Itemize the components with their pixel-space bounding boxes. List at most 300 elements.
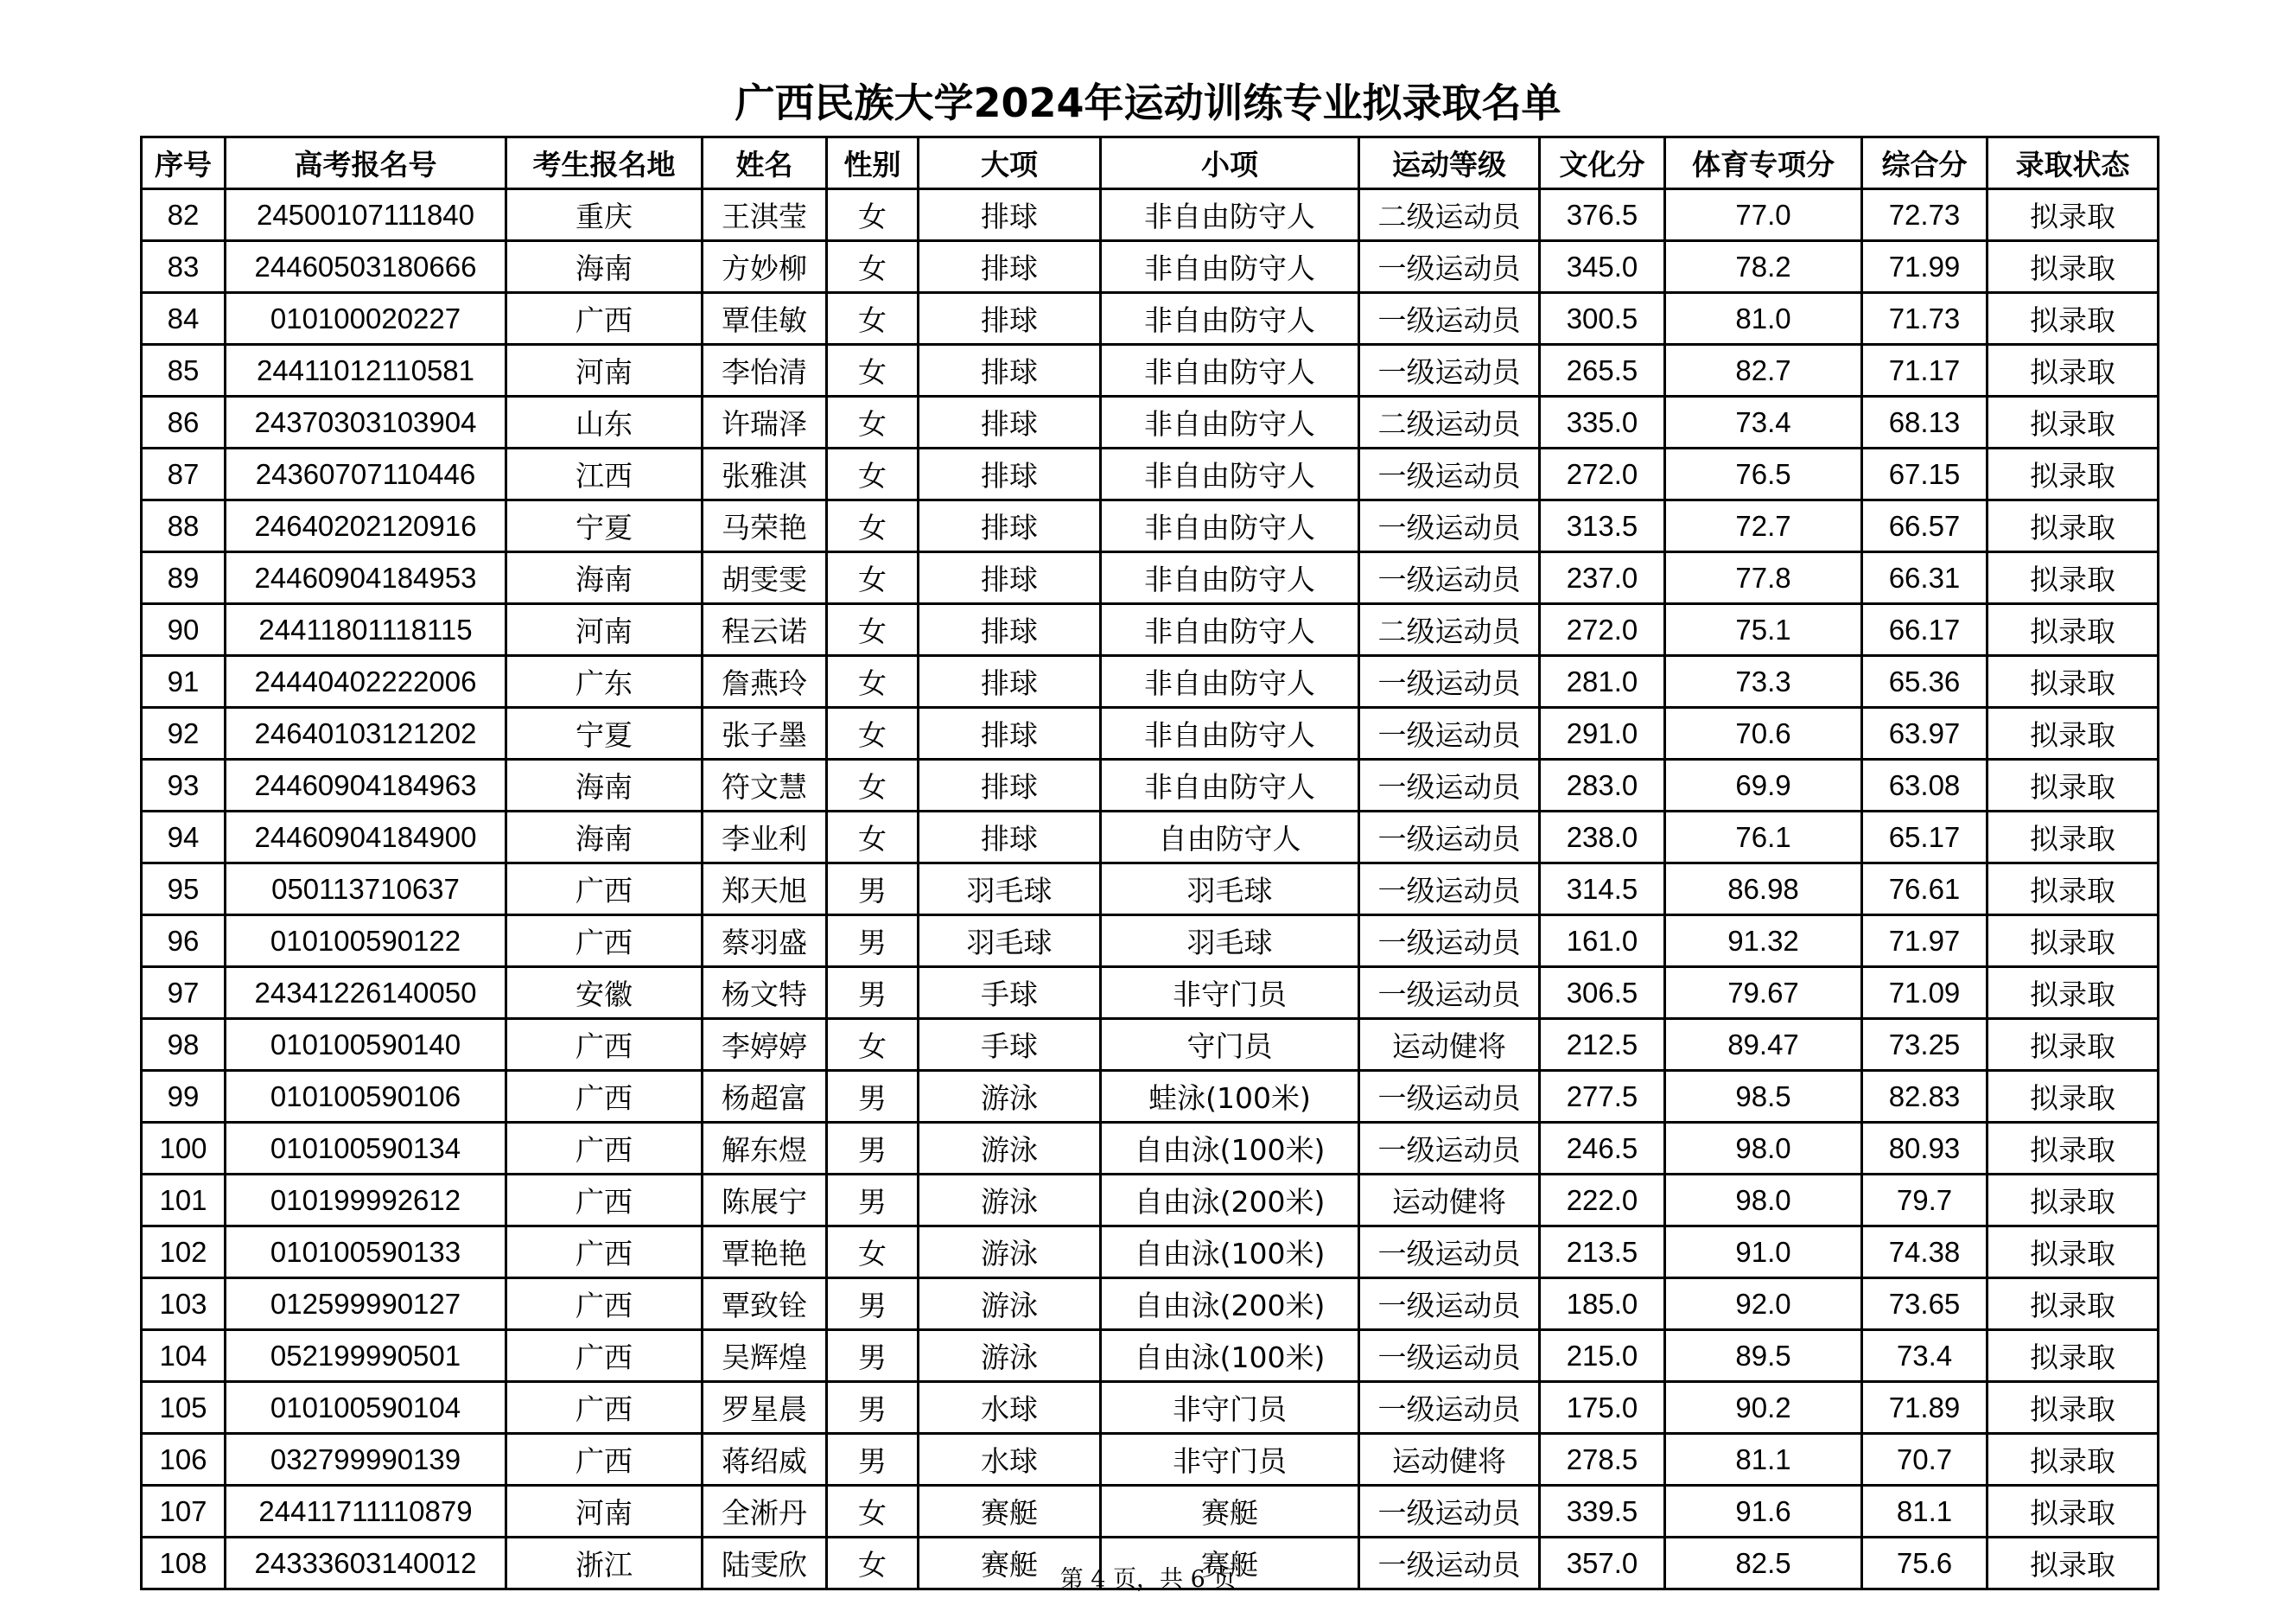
cell-level: 一级运动员 <box>1359 1330 1540 1382</box>
cell-gender: 女 <box>827 1486 919 1538</box>
cell-culture-score: 345.0 <box>1540 241 1665 293</box>
cell-region: 河南 <box>506 604 703 656</box>
table-row <box>142 189 2159 241</box>
table-row <box>142 500 2159 552</box>
cell-culture-score: 212.5 <box>1540 1019 1665 1071</box>
cell-exam-id: 24333603140012 <box>226 1538 506 1589</box>
table-row <box>142 552 2159 604</box>
cell-region: 海南 <box>506 812 703 863</box>
cell-culture-score: 313.5 <box>1540 500 1665 552</box>
cell-region: 海南 <box>506 241 703 293</box>
cell-name: 杨文特 <box>703 967 827 1019</box>
cell-total-score: 71.99 <box>1862 241 1988 293</box>
cell-gender: 女 <box>827 1019 919 1071</box>
cell-event: 羽毛球 <box>1101 863 1359 915</box>
cell-event: 非自由防守人 <box>1101 760 1359 812</box>
cell-culture-score: 306.5 <box>1540 967 1665 1019</box>
cell-exam-id: 032799990139 <box>226 1434 506 1486</box>
cell-sport-score: 81.1 <box>1665 1434 1862 1486</box>
cell-sport: 水球 <box>919 1382 1101 1434</box>
table-row <box>142 397 2159 449</box>
cell-index: 101 <box>142 1175 226 1226</box>
cell-status: 拟录取 <box>1988 345 2159 397</box>
cell-sport-score: 76.1 <box>1665 812 1862 863</box>
cell-event: 自由泳(100米) <box>1101 1330 1359 1382</box>
cell-level: 一级运动员 <box>1359 1486 1540 1538</box>
cell-exam-id: 012599990127 <box>226 1278 506 1330</box>
cell-index: 97 <box>142 967 226 1019</box>
cell-total-score: 71.89 <box>1862 1382 1988 1434</box>
cell-region: 广西 <box>506 1278 703 1330</box>
cell-culture-score: 161.0 <box>1540 915 1665 967</box>
cell-region: 广西 <box>506 1330 703 1382</box>
cell-status: 拟录取 <box>1988 812 2159 863</box>
cell-gender: 女 <box>827 449 919 500</box>
cell-exam-id: 24360707110446 <box>226 449 506 500</box>
cell-culture-score: 175.0 <box>1540 1382 1665 1434</box>
cell-index: 89 <box>142 552 226 604</box>
table-row <box>142 1071 2159 1123</box>
cell-region: 安徽 <box>506 967 703 1019</box>
cell-total-score: 66.31 <box>1862 552 1988 604</box>
cell-culture-score: 339.5 <box>1540 1486 1665 1538</box>
cell-sport: 排球 <box>919 604 1101 656</box>
cell-status: 拟录取 <box>1988 1486 2159 1538</box>
cell-index: 102 <box>142 1226 226 1278</box>
cell-level: 运动健将 <box>1359 1434 1540 1486</box>
table-row <box>142 1019 2159 1071</box>
cell-sport: 羽毛球 <box>919 863 1101 915</box>
cell-gender: 男 <box>827 1175 919 1226</box>
cell-status: 拟录取 <box>1988 293 2159 345</box>
cell-event: 非自由防守人 <box>1101 293 1359 345</box>
cell-exam-id: 24500107111840 <box>226 189 506 241</box>
cell-level: 一级运动员 <box>1359 760 1540 812</box>
cell-name: 詹燕玲 <box>703 656 827 708</box>
cell-sport-score: 72.7 <box>1665 500 1862 552</box>
cell-region: 广西 <box>506 1226 703 1278</box>
header-gender: 性别 <box>827 137 919 189</box>
cell-index: 96 <box>142 915 226 967</box>
cell-event: 自由泳(100米) <box>1101 1226 1359 1278</box>
header-event: 小项 <box>1101 137 1359 189</box>
cell-status: 拟录取 <box>1988 1538 2159 1589</box>
cell-sport: 排球 <box>919 500 1101 552</box>
cell-sport-score: 81.0 <box>1665 293 1862 345</box>
cell-event: 非自由防守人 <box>1101 656 1359 708</box>
cell-sport: 排球 <box>919 760 1101 812</box>
cell-name: 胡雯雯 <box>703 552 827 604</box>
cell-total-score: 79.7 <box>1862 1175 1988 1226</box>
table-row <box>142 863 2159 915</box>
cell-exam-id: 24460904184963 <box>226 760 506 812</box>
cell-total-score: 63.08 <box>1862 760 1988 812</box>
cell-index: 86 <box>142 397 226 449</box>
cell-region: 浙江 <box>506 1538 703 1589</box>
header-level: 运动等级 <box>1359 137 1540 189</box>
cell-level: 一级运动员 <box>1359 967 1540 1019</box>
cell-sport-score: 91.6 <box>1665 1486 1862 1538</box>
cell-exam-id: 24460904184953 <box>226 552 506 604</box>
cell-status: 拟录取 <box>1988 915 2159 967</box>
cell-name: 方妙柳 <box>703 241 827 293</box>
cell-sport-score: 70.6 <box>1665 708 1862 760</box>
cell-name: 罗星晨 <box>703 1382 827 1434</box>
cell-total-score: 73.4 <box>1862 1330 1988 1382</box>
cell-total-score: 81.1 <box>1862 1486 1988 1538</box>
cell-exam-id: 24341226140050 <box>226 967 506 1019</box>
cell-sport-score: 92.0 <box>1665 1278 1862 1330</box>
cell-exam-id: 052199990501 <box>226 1330 506 1382</box>
cell-level: 一级运动员 <box>1359 293 1540 345</box>
cell-status: 拟录取 <box>1988 1382 2159 1434</box>
cell-culture-score: 265.5 <box>1540 345 1665 397</box>
cell-level: 一级运动员 <box>1359 500 1540 552</box>
cell-total-score: 73.25 <box>1862 1019 1988 1071</box>
cell-name: 王淇莹 <box>703 189 827 241</box>
cell-sport: 赛艇 <box>919 1538 1101 1589</box>
cell-index: 82 <box>142 189 226 241</box>
cell-name: 全淅丹 <box>703 1486 827 1538</box>
cell-name: 张子墨 <box>703 708 827 760</box>
cell-status: 拟录取 <box>1988 967 2159 1019</box>
cell-region: 广西 <box>506 1175 703 1226</box>
cell-exam-id: 010100020227 <box>226 293 506 345</box>
cell-region: 广西 <box>506 293 703 345</box>
table-row <box>142 345 2159 397</box>
cell-sport: 游泳 <box>919 1175 1101 1226</box>
cell-status: 拟录取 <box>1988 552 2159 604</box>
cell-sport: 排球 <box>919 656 1101 708</box>
header-sport-score: 体育专项分 <box>1665 137 1862 189</box>
cell-sport-score: 91.0 <box>1665 1226 1862 1278</box>
cell-gender: 女 <box>827 656 919 708</box>
cell-culture-score: 238.0 <box>1540 812 1665 863</box>
cell-exam-id: 24411711110879 <box>226 1486 506 1538</box>
cell-level: 一级运动员 <box>1359 1226 1540 1278</box>
cell-exam-id: 24411801118115 <box>226 604 506 656</box>
cell-gender: 男 <box>827 1434 919 1486</box>
cell-gender: 男 <box>827 1278 919 1330</box>
cell-sport-score: 75.1 <box>1665 604 1862 656</box>
cell-status: 拟录取 <box>1988 1019 2159 1071</box>
cell-status: 拟录取 <box>1988 1071 2159 1123</box>
cell-event: 非自由防守人 <box>1101 241 1359 293</box>
cell-total-score: 71.97 <box>1862 915 1988 967</box>
table-body <box>142 189 2159 1589</box>
cell-gender: 女 <box>827 708 919 760</box>
cell-name: 郑天旭 <box>703 863 827 915</box>
cell-event: 非自由防守人 <box>1101 604 1359 656</box>
table-row <box>142 812 2159 863</box>
cell-level: 一级运动员 <box>1359 1123 1540 1175</box>
cell-sport: 羽毛球 <box>919 915 1101 967</box>
cell-sport: 赛艇 <box>919 1486 1101 1538</box>
cell-sport: 游泳 <box>919 1330 1101 1382</box>
cell-sport: 排球 <box>919 189 1101 241</box>
cell-event: 非自由防守人 <box>1101 397 1359 449</box>
cell-event: 蛙泳(100米) <box>1101 1071 1359 1123</box>
cell-gender: 女 <box>827 1538 919 1589</box>
cell-region: 海南 <box>506 760 703 812</box>
cell-event: 自由防守人 <box>1101 812 1359 863</box>
cell-region: 河南 <box>506 1486 703 1538</box>
table-row <box>142 1434 2159 1486</box>
cell-sport: 排球 <box>919 241 1101 293</box>
header-culture-score: 文化分 <box>1540 137 1665 189</box>
cell-event: 守门员 <box>1101 1019 1359 1071</box>
cell-level: 二级运动员 <box>1359 604 1540 656</box>
cell-sport: 水球 <box>919 1434 1101 1486</box>
cell-total-score: 65.17 <box>1862 812 1988 863</box>
cell-culture-score: 213.5 <box>1540 1226 1665 1278</box>
cell-name: 李怡清 <box>703 345 827 397</box>
cell-event: 非自由防守人 <box>1101 449 1359 500</box>
cell-status: 拟录取 <box>1988 1226 2159 1278</box>
cell-sport: 排球 <box>919 345 1101 397</box>
cell-region: 广西 <box>506 1123 703 1175</box>
cell-status: 拟录取 <box>1988 397 2159 449</box>
cell-gender: 女 <box>827 812 919 863</box>
cell-sport-score: 82.5 <box>1665 1538 1862 1589</box>
cell-culture-score: 222.0 <box>1540 1175 1665 1226</box>
cell-sport-score: 86.98 <box>1665 863 1862 915</box>
header-name: 姓名 <box>703 137 827 189</box>
cell-index: 100 <box>142 1123 226 1175</box>
cell-total-score: 75.6 <box>1862 1538 1988 1589</box>
table-row <box>142 449 2159 500</box>
cell-event: 非自由防守人 <box>1101 552 1359 604</box>
cell-culture-score: 291.0 <box>1540 708 1665 760</box>
page-footer: 第 4 页，共 6 页 <box>1059 1566 1237 1593</box>
cell-sport-score: 77.0 <box>1665 189 1862 241</box>
cell-index: 91 <box>142 656 226 708</box>
cell-total-score: 71.73 <box>1862 293 1988 345</box>
cell-sport-score: 73.3 <box>1665 656 1862 708</box>
cell-index: 104 <box>142 1330 226 1382</box>
cell-status: 拟录取 <box>1988 760 2159 812</box>
cell-sport: 排球 <box>919 449 1101 500</box>
cell-gender: 男 <box>827 1071 919 1123</box>
cell-status: 拟录取 <box>1988 1434 2159 1486</box>
cell-name: 陆雯欣 <box>703 1538 827 1589</box>
cell-exam-id: 24460904184900 <box>226 812 506 863</box>
cell-sport: 游泳 <box>919 1278 1101 1330</box>
cell-exam-id: 010100590134 <box>226 1123 506 1175</box>
cell-gender: 女 <box>827 189 919 241</box>
cell-status: 拟录取 <box>1988 500 2159 552</box>
table-row <box>142 760 2159 812</box>
cell-name: 吴辉煌 <box>703 1330 827 1382</box>
cell-index: 84 <box>142 293 226 345</box>
cell-gender: 男 <box>827 915 919 967</box>
cell-sport-score: 90.2 <box>1665 1382 1862 1434</box>
cell-status: 拟录取 <box>1988 1330 2159 1382</box>
table-row <box>142 656 2159 708</box>
cell-culture-score: 272.0 <box>1540 449 1665 500</box>
cell-total-score: 71.09 <box>1862 967 1988 1019</box>
cell-name: 解东煜 <box>703 1123 827 1175</box>
cell-gender: 男 <box>827 967 919 1019</box>
cell-sport-score: 69.9 <box>1665 760 1862 812</box>
cell-gender: 女 <box>827 345 919 397</box>
cell-sport-score: 98.5 <box>1665 1071 1862 1123</box>
cell-culture-score: 335.0 <box>1540 397 1665 449</box>
cell-event: 非自由防守人 <box>1101 500 1359 552</box>
cell-culture-score: 272.0 <box>1540 604 1665 656</box>
cell-region: 宁夏 <box>506 500 703 552</box>
cell-status: 拟录取 <box>1988 656 2159 708</box>
cell-total-score: 67.15 <box>1862 449 1988 500</box>
cell-culture-score: 185.0 <box>1540 1278 1665 1330</box>
cell-name: 符文慧 <box>703 760 827 812</box>
cell-index: 103 <box>142 1278 226 1330</box>
cell-exam-id: 010100590106 <box>226 1071 506 1123</box>
cell-event: 非守门员 <box>1101 1382 1359 1434</box>
cell-exam-id: 24370303103904 <box>226 397 506 449</box>
table-row <box>142 1382 2159 1434</box>
cell-region: 广东 <box>506 656 703 708</box>
cell-level: 一级运动员 <box>1359 915 1540 967</box>
cell-status: 拟录取 <box>1988 1175 2159 1226</box>
cell-region: 广西 <box>506 915 703 967</box>
cell-index: 99 <box>142 1071 226 1123</box>
cell-name: 张雅淇 <box>703 449 827 500</box>
cell-sport-score: 98.0 <box>1665 1175 1862 1226</box>
cell-exam-id: 24640202120916 <box>226 500 506 552</box>
cell-region: 宁夏 <box>506 708 703 760</box>
header-sport: 大项 <box>919 137 1101 189</box>
cell-status: 拟录取 <box>1988 449 2159 500</box>
cell-exam-id: 050113710637 <box>226 863 506 915</box>
cell-sport-score: 91.32 <box>1665 915 1862 967</box>
cell-exam-id: 24640103121202 <box>226 708 506 760</box>
cell-level: 二级运动员 <box>1359 397 1540 449</box>
cell-sport: 排球 <box>919 397 1101 449</box>
cell-index: 106 <box>142 1434 226 1486</box>
cell-name: 李业利 <box>703 812 827 863</box>
cell-event: 非自由防守人 <box>1101 345 1359 397</box>
cell-sport: 排球 <box>919 812 1101 863</box>
cell-sport-score: 77.8 <box>1665 552 1862 604</box>
table-row <box>142 708 2159 760</box>
cell-gender: 男 <box>827 1382 919 1434</box>
cell-level: 运动健将 <box>1359 1175 1540 1226</box>
cell-culture-score: 281.0 <box>1540 656 1665 708</box>
cell-sport: 排球 <box>919 552 1101 604</box>
cell-index: 107 <box>142 1486 226 1538</box>
cell-index: 95 <box>142 863 226 915</box>
cell-region: 山东 <box>506 397 703 449</box>
cell-status: 拟录取 <box>1988 604 2159 656</box>
cell-culture-score: 277.5 <box>1540 1071 1665 1123</box>
cell-name: 马荣艳 <box>703 500 827 552</box>
cell-index: 87 <box>142 449 226 500</box>
cell-gender: 男 <box>827 1123 919 1175</box>
cell-gender: 女 <box>827 760 919 812</box>
cell-culture-score: 278.5 <box>1540 1434 1665 1486</box>
table-row <box>142 915 2159 967</box>
cell-status: 拟录取 <box>1988 1278 2159 1330</box>
cell-sport-score: 89.47 <box>1665 1019 1862 1071</box>
cell-total-score: 65.36 <box>1862 656 1988 708</box>
cell-exam-id: 24411012110581 <box>226 345 506 397</box>
cell-region: 广西 <box>506 1019 703 1071</box>
table-row <box>142 1278 2159 1330</box>
header-exam-id: 高考报名号 <box>226 137 506 189</box>
cell-name: 覃致铨 <box>703 1278 827 1330</box>
table-row <box>142 293 2159 345</box>
cell-level: 运动健将 <box>1359 1019 1540 1071</box>
header-status: 录取状态 <box>1988 137 2159 189</box>
cell-exam-id: 010100590104 <box>226 1382 506 1434</box>
cell-name: 陈展宁 <box>703 1175 827 1226</box>
cell-exam-id: 24440402222006 <box>226 656 506 708</box>
cell-culture-score: 357.0 <box>1540 1538 1665 1589</box>
cell-event: 非自由防守人 <box>1101 189 1359 241</box>
cell-culture-score: 314.5 <box>1540 863 1665 915</box>
table-row <box>142 1226 2159 1278</box>
cell-status: 拟录取 <box>1988 241 2159 293</box>
cell-event: 赛艇 <box>1101 1486 1359 1538</box>
cell-name: 杨超富 <box>703 1071 827 1123</box>
cell-culture-score: 215.0 <box>1540 1330 1665 1382</box>
cell-culture-score: 300.5 <box>1540 293 1665 345</box>
cell-region: 广西 <box>506 863 703 915</box>
cell-level: 一级运动员 <box>1359 552 1540 604</box>
cell-total-score: 70.7 <box>1862 1434 1988 1486</box>
cell-status: 拟录取 <box>1988 708 2159 760</box>
cell-total-score: 63.97 <box>1862 708 1988 760</box>
cell-total-score: 72.73 <box>1862 189 1988 241</box>
cell-name: 蔡羽盛 <box>703 915 827 967</box>
cell-gender: 女 <box>827 500 919 552</box>
header-total-score: 综合分 <box>1862 137 1988 189</box>
cell-level: 一级运动员 <box>1359 708 1540 760</box>
cell-event: 赛艇 <box>1101 1538 1359 1589</box>
cell-index: 108 <box>142 1538 226 1589</box>
cell-level: 一级运动员 <box>1359 1382 1540 1434</box>
cell-culture-score: 237.0 <box>1540 552 1665 604</box>
cell-sport: 手球 <box>919 967 1101 1019</box>
cell-total-score: 71.17 <box>1862 345 1988 397</box>
cell-sport: 手球 <box>919 1019 1101 1071</box>
cell-sport-score: 78.2 <box>1665 241 1862 293</box>
cell-total-score: 73.65 <box>1862 1278 1988 1330</box>
cell-gender: 女 <box>827 1226 919 1278</box>
table-row <box>142 967 2159 1019</box>
cell-exam-id: 010100590133 <box>226 1226 506 1278</box>
cell-region: 江西 <box>506 449 703 500</box>
cell-level: 一级运动员 <box>1359 1071 1540 1123</box>
cell-index: 94 <box>142 812 226 863</box>
cell-exam-id: 24460503180666 <box>226 241 506 293</box>
cell-total-score: 80.93 <box>1862 1123 1988 1175</box>
cell-name: 李婷婷 <box>703 1019 827 1071</box>
cell-name: 程云诺 <box>703 604 827 656</box>
cell-level: 一级运动员 <box>1359 812 1540 863</box>
cell-level: 一级运动员 <box>1359 1278 1540 1330</box>
cell-sport: 排球 <box>919 708 1101 760</box>
table-row <box>142 1486 2159 1538</box>
table-row <box>142 1175 2159 1226</box>
cell-gender: 女 <box>827 293 919 345</box>
cell-event: 非守门员 <box>1101 1434 1359 1486</box>
cell-index: 92 <box>142 708 226 760</box>
cell-sport-score: 73.4 <box>1665 397 1862 449</box>
cell-index: 93 <box>142 760 226 812</box>
cell-culture-score: 246.5 <box>1540 1123 1665 1175</box>
